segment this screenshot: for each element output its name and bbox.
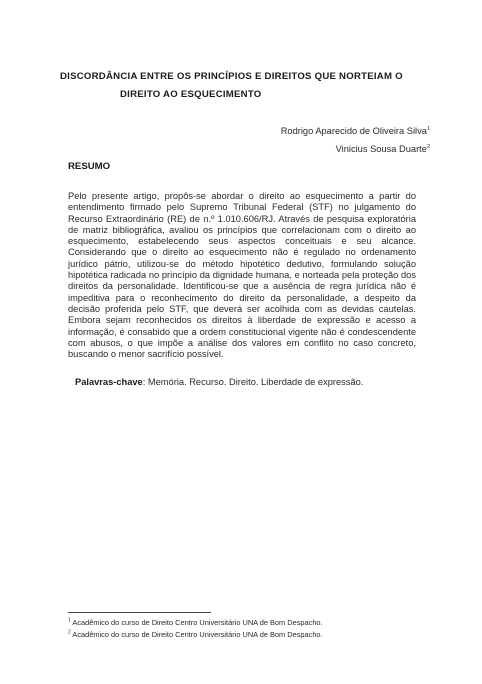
author-1-name: Rodrigo Aparecido de Oliveira Silva [280, 126, 427, 136]
footnote-2-mark: 2 [68, 629, 71, 636]
author-1-footnote-mark: 1 [426, 125, 430, 132]
author-2-name: Vinicius Sousa Duarte [335, 144, 427, 154]
footnote-1 [68, 617, 323, 629]
abstract-text: Pelo presente artigo, propôs-se abordar o direito ao esquecimento a partir do entendimento firmado pelo Supremo Tribunal Federal (STF) no julgamento do Recurso Extraordinário (RE) de n.º 1.010.606/RJ. Através de pesquisa exploratória de matriz bibliográfica, avaliou os princípios que correlacionam com o direito ao esquecimento, estabelecendo seus aspectos conceituais e seu alcance. Considerando que o direito ao esquecimento não é regulado no ordenamento jurídico pátrio, utilizou-se do método hipotético dedutivo, formulando solução hipotética radicada no princípio da dignidade humana, e norteada pela proteção dos direitos da personalidade. Identificou-se que a ausência de regra jurídica não é impeditiva para o reconhecimento do direito da personalidade, a despeito da decisão proferida pelo STF, que deverá ser acolhida com as devidas cautelas. Embora sejam reconhecidos os direitos à liberdade de expressão e acesso a informação, é consabido que a ordem constitucional vigente não é condescendente com abusos, o que impõe a análise dos valores em conflito no caso concreto, buscando o menor sacrifício possível. [68, 191, 416, 360]
abstract-heading: RESUMO [68, 161, 111, 172]
keywords [75, 377, 363, 387]
footnote-2 [68, 629, 323, 641]
keywords-text: Memória. Recurso. Direito. Liberdade de expressão. [145, 377, 364, 387]
author-2 [281, 140, 430, 158]
paper-title-line-2: DIREITO AO ESQUECIMENTO [120, 89, 262, 100]
footnotes [68, 617, 323, 641]
footnote-divider [68, 612, 211, 613]
paper-title [60, 68, 430, 104]
footnote-2-text: Acadêmico do curso de Direito Centro Universitário UNA de Bom Despacho. [70, 630, 323, 639]
author-1 [281, 122, 430, 140]
footnote-1-mark: 1 [68, 617, 71, 624]
author-2-footnote-mark: 2 [426, 143, 430, 150]
footnote-1-text: Acadêmico do curso de Direito Centro Universitário UNA de Bom Despacho. [70, 618, 323, 627]
keywords-label: Palavras-chave [75, 377, 143, 387]
paper-title-line-1: DISCORDÂNCIA ENTRE OS PRINCÍPIOS E DIREITOS QUE NORTEIAM O [60, 71, 403, 82]
keywords-separator: : [142, 377, 146, 387]
author-list [281, 122, 430, 158]
